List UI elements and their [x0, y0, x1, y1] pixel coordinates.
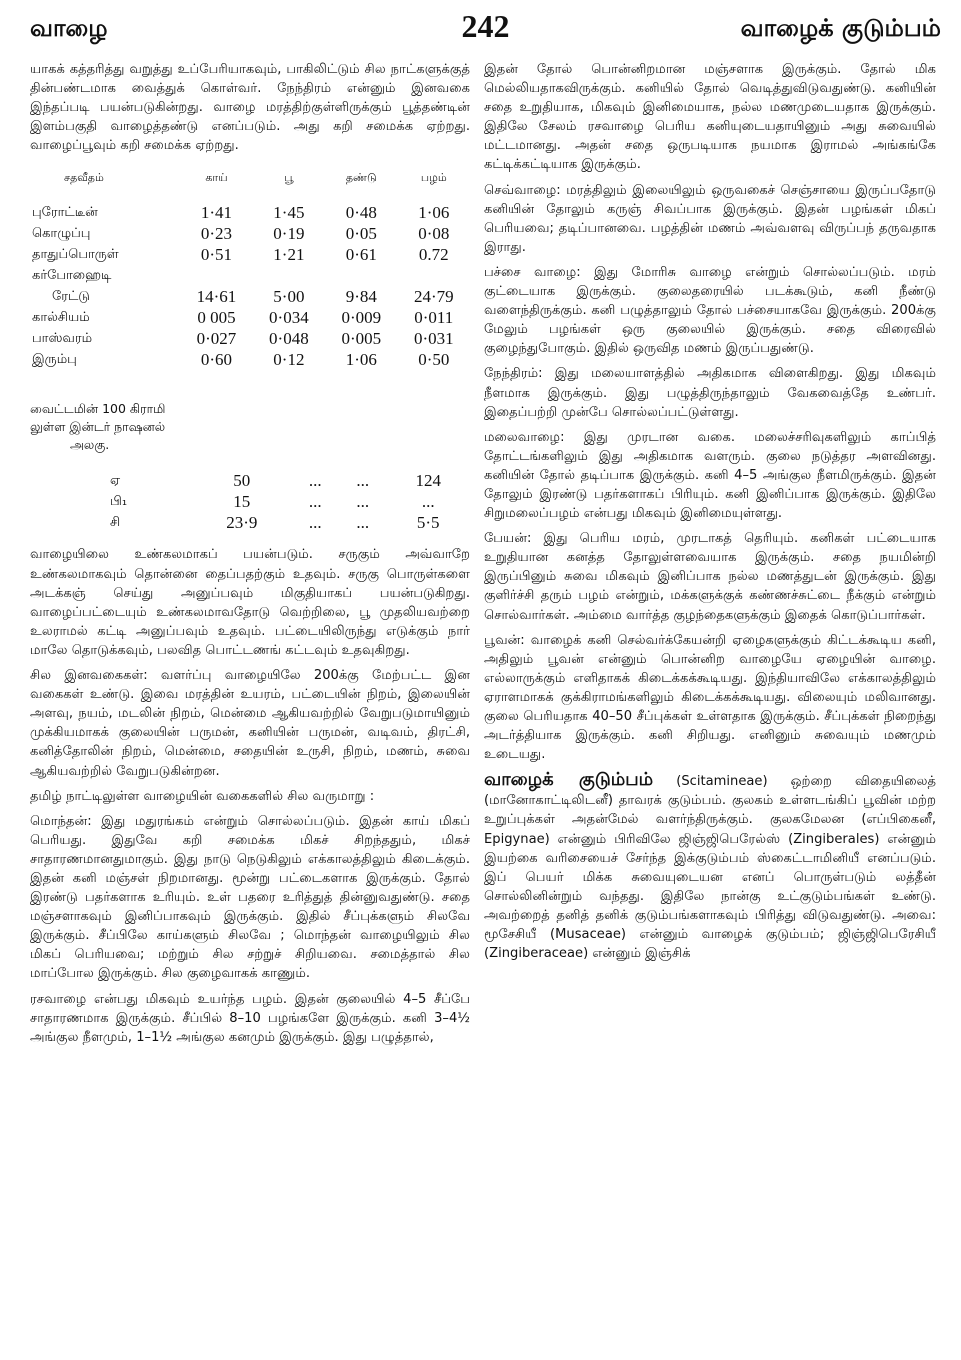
intro-paragraph: யாகக் கத்தரித்து வறுத்து உப்பேரியாகவும், பாகிலிட்டும் சில நாட்களுக்குத் தின்பண்டமாக வைத்துக் கொள்வர். நேந்திரம் என்னும் இனவகை இந்தப்படி பயன்படுகின்றது. வாழை மரத்திற்குள்ளிருக்கும் பூத்தண்டின் இளம்பகுதி வாழைத்தண்டு எனப்படும். அது கறி சமைக்க ஏற்றது. வாழைப்பூவும் கறி சமைக்க ஏற்றது. — [30, 62, 470, 154]
table-cell: 1·06 — [418, 203, 450, 223]
table-cell: 0·05 — [345, 224, 377, 244]
vitamin-note — [30, 400, 470, 454]
row-label: பாஸ்வரம் — [32, 331, 93, 347]
col-header-percent: சதவீதம் — [64, 171, 104, 185]
table-cell: 1·45 — [273, 203, 305, 223]
table-cell: 24·79 — [413, 287, 454, 307]
vitamin-note-line: வைட்டமின் 100 கிராமி — [30, 401, 166, 417]
table-cell — [325, 265, 397, 286]
left-column — [30, 60, 470, 1350]
monthan-paragraph: மொந்தன்: இது மதுரங்கம் என்றும் சொல்லப்படும். இதன் காய் மிகப் பெரியது. இதுவே கறி சமைக்க மிகச் சிறந்ததும், மிகச் சாதாரணமானதுமாகும். இது நாடு நெடுகிலும் எக்காலத்திலும் கிடைக்கும். இதன் கனி மஞ்சள் நிறமானது. மூன்று பட்டைகளாக இருக்கும். தோல் இரண்டு பதர்களாக உரியும். உள் பதரை உரித்துத் தின்னுவதுண்டு. சதை மஞ்சளாகவும் இனிப்பாகவும் இருக்கும். இதில் சீப்புக்களும் சிலவே இருக்கும். சீப்பிலே காய்களும் சிலவே ; மொந்தன் வாழையிலும் சில மிகப் பெரியவை; மற்றும் சில சற்றுச் சிறியவை. சமைத்தால் சில மாப்போல இருக்கும். சில குழைவாகக் காணும். — [30, 813, 470, 982]
sevvazhai-paragraph: செவ்வாழை: மரத்திலும் இலையிலும் ஒருவகைச் செஞ்சாயை இருப்பதோடு கனியின் தோலும் கருஞ் சிவப்பாக இருக்கும். இதன் பழங்கள் மிகப் பெரியவை; தடிப்பானவை. பழத்தின் மணம் அவ்வளவு விருப்பந் தருவதாக இராது. — [484, 182, 936, 255]
vitamin-block — [30, 400, 470, 533]
table-cell: 0·048 — [269, 329, 309, 349]
row-label: புரோட்டீன் — [32, 205, 98, 221]
table-row — [30, 349, 470, 370]
vitamin-table — [30, 470, 470, 533]
col-header-poo: பூ — [284, 171, 294, 185]
vitamin-note-unit: அலகு. — [70, 437, 110, 453]
nendiram-paragraph: நேந்திரம்: இது மலையாளத்தில் அதிகமாக விளைகிறது. இது மிகவும் நீளமாக இருக்கும். இது பழுத்திருந்தாலும் வேகவைத்தே உண்பர். இதைப்பற்றி முன்பே சொல்லப்பட்டுள்ளது. — [484, 366, 936, 420]
table-cell: 15 — [233, 492, 251, 512]
table-cell: 0·011 — [414, 308, 454, 328]
table-cell: 0·48 — [345, 203, 377, 223]
table-cell: 5·5 — [416, 513, 440, 533]
peyan-paragraph: பேயன்: இது பெரிய மரம், முரடாகத் தெரியும். கனிகள் பட்டையாக உறுதியான கனத்த தோலுள்ளவையாக இருக்கும். சதை நயமின்றி இருப்பினும் சுவை மிகவும் இனிப்பாக நல்ல மணத்துடன் இருக்கும். இது குளிர்ச்சி தரும் பழம் என்றும், மக்களுக்குக் கண்ணச்சுட்டை நீக்கும் என்றும் சொல்வார்கள். அம்மை வார்த்த குழந்தைகளுக்கும் இதைக் கொடுப்பார்கள். — [484, 531, 936, 623]
table-cell: 0·08 — [418, 224, 450, 244]
right-column — [484, 60, 936, 1350]
table-cell: ... — [308, 471, 322, 491]
poovan-paragraph: பூவன்: வாழைக் கனி செல்வர்க்கேயன்றி ஏழைகளுக்கும் கிட்டக்கூடிய கனி, அதிலும் பூவன் என்னும் பொன்னிற வாழையே ஏழையின் வாழை. எல்லாருக்கும் எளிதாகக் கிடைக்கக்கூடியது. இந்தியாவிலே எக்காலத்திலும் ஏராளமாகக் குக்கிராமங்களிலும் கிடைக்கக்கூடியது. விலையும் மலிவானது. குலை பெரியதாக 40–50 சீப்புக்கள் உள்ளதாக இருக்கும். சீப்புக்கள் நிறைந்து அடர்த்தியாக இருக்கும். கனி சிறியது. எனினும் சுவையும் மணமும் உடையது. — [484, 632, 936, 763]
row-label: ஏ — [110, 473, 121, 489]
table-row — [30, 223, 470, 244]
table-cell: 0·12 — [273, 350, 305, 370]
table-cell: 0·51 — [200, 245, 233, 265]
row-label: சி — [110, 515, 121, 531]
table-cell: 0·50 — [418, 350, 450, 370]
table-cell: 1·21 — [273, 245, 305, 265]
nutrition-table — [30, 167, 470, 370]
table-cell: 0·009 — [341, 308, 382, 328]
running-head-left: வாழை — [30, 14, 108, 42]
row-label: தாதுப்பொருள் — [32, 247, 119, 263]
vitamin-note-line: லுள்ள இன்டர் நாஷனல் — [30, 419, 166, 435]
row-label: கொழுப்பு — [32, 226, 91, 242]
table-cell: 50 — [233, 471, 251, 491]
table-row — [30, 491, 470, 512]
nutrition-header-row — [30, 167, 470, 202]
leaf-paragraph: வாழையிலை உண்கலமாகப் பயன்படும். சருகும் அவ்வாறே உண்கலமாகவும் தொன்னை தைப்பதற்கும் உதவும். சருகு பொருள்களை அடக்கஞ் செய்து அனுப்பவும் மிகுதியாகப் பயன்படுகிறது. வாழைப்பட்டையும் உண்கலமாவதோடு வெற்றிலை, பூ முதலியவற்றை உலராமல் கட்டி அனுப்பவும் உதவும். பட்டையிலிருந்து எடுக்கும் நார் மாலே தொடுக்கவும், பலவித பொட்டணங் கட்டவும் உதவுகிறது. — [30, 547, 470, 658]
varieties-paragraph: சில இனவகைகள்: வளர்ப்பு வாழையிலே 200க்கு மேற்பட்ட இன வகைகள் உண்டு. இவை மரத்தின் உயரம், பட்டையின் நிறம், இலையின் அளவு, நயம், மடலின் நிறம், மென்மை ஆகியவற்றில் வேறுபடுமாயினும் முக்கியமாகக் குலையின் பருமன், கனியின் பருமன், வடிவம், திரட்சி, கனித்தோலின் நிறம், மென்மை, சதையின் உருசி, நிறம், மணம், சுவை ஆகியவற்றில் வேறுபடுகின்றன. — [30, 668, 470, 779]
table-cell: ... — [421, 492, 435, 512]
table-cell: 5·00 — [273, 287, 305, 307]
table-cell: 9·84 — [345, 287, 377, 307]
family-text: (Scitamineae) ஒற்றை விதையிலைத் (மானோகாட்டிலிடனீ) தாவரக் குடும்பம். குலகம் உள்ளடங்கிப் பூவின் மற்ற உறுப்புக்கள் அதன்மேல் வளர்ந்திருக்கும். குலகமேலன (எப்பிகைனீ, Epigynae) என்னும் பிரிவிலே ஜிஞ்ஜிபெரேல்ஸ் (Zingiberales) என்னும் இயற்கை வரிசையைச் சேர்ந்த இக்குடும்பம் ஸ்கைட்டாமினியீ எனப்படும். இப் பெயர் மிக்க சுவையுடையன எனப் பொருள்படும் லத்தீன் சொல்லினின்றும் வந்தது. இதிலே நான்கு உட்குடும்பங்கள் உண்டு. அவற்றைத் தனித் தனிக் குடும்பங்களாகவும் பிரித்து விடுவதுண்டு. அவை: மூசேசியீ (Musaceae) என்னும் வாழைக் குடும்பம்; ஜிஞ்ஜிபெரேசியீ (Zingiberaceae) என்னும் இஞ்சிக் — [484, 774, 936, 962]
table-cell: 0·19 — [273, 224, 305, 244]
table-cell: ... — [356, 513, 370, 533]
rasavazhai-continued-paragraph: இதன் தோல் பொன்னிறமான மஞ்சளாக இருக்கும். தோல் மிக மெல்லியதாகவிருக்கும். கனியில் தோல் வெடித்துவிடுவதுண்டு. கனியின் சதை உறுதியாக, மிகவும் இனிமையாக, நல்ல மணமுடையதாக இருக்கும். இதிலே சேலம் ரசவாழை பெரிய கனியுடையதாயினும் அது சுவையில் மட்டமானது. அதன் சதை ஒருபடியாக நயமாக இராமல் அங்கங்கே கட்டிக்கட்டியாக இருக்கும். — [484, 62, 936, 173]
row-label: பி₁ — [110, 494, 128, 510]
table-cell: 0·031 — [413, 329, 454, 349]
table-cell: 124 — [415, 471, 441, 491]
table-row — [30, 286, 470, 307]
col-header-kai: காய் — [205, 171, 228, 185]
row-label: இரும்பு — [32, 352, 77, 368]
table-cell: ... — [356, 492, 370, 512]
table-row — [30, 328, 470, 349]
family-paragraph — [484, 770, 936, 963]
tamil-varieties-paragraph: தமிழ் நாட்டிலுள்ள வாழையின் வகைகளில் சில வருமாறு : — [30, 788, 375, 804]
row-label: கால்சியம் — [32, 310, 90, 326]
row-label: ரேட்டு — [52, 289, 90, 305]
row-label: கர்போஹைடி — [32, 268, 112, 284]
table-row — [30, 512, 470, 533]
table-row — [30, 202, 470, 223]
running-head-right: வாழைக் குடும்பம் — [740, 14, 941, 42]
table-cell: 1·06 — [345, 350, 377, 370]
table-cell — [398, 265, 470, 286]
table-row — [30, 470, 470, 491]
table-cell — [180, 265, 252, 286]
page-number: 242 — [461, 8, 510, 44]
pachai-vazhai-paragraph: பச்சை வாழை: இது மோரிசு வாழை என்றும் சொல்லப்படும். மரம் குட்டையாக இருக்கும். குலைதரையில் படக்கூடும், கனி நீண்டு வளைந்திருக்கும். கனி பழுத்தாலும் தோல் பச்சையாகவே இருக்கும். 200க்கு மேலும் பழங்கள் ஒரு குலையில் இருக்கும். சதை விரைவில் குழைந்துபோகும். இதில் ஒருவித மணம் இருப்பதுண்டு. — [484, 264, 936, 357]
family-heading: வாழைக் குடும்பம் — [484, 769, 654, 791]
table-row — [30, 244, 470, 265]
table-row — [30, 265, 470, 286]
table-cell: 0 005 — [197, 308, 236, 328]
table-cell: ... — [308, 513, 322, 533]
col-header-pazham: பழம் — [420, 171, 447, 185]
table-cell: 23·9 — [226, 513, 258, 533]
table-cell: 0.72 — [418, 245, 449, 265]
rasavazhai-paragraph: ரசவாழை என்பது மிகவும் உயர்ந்த பழம். இதன் குலையில் 4–5 சீப்பே சாதாரணமாக இருக்கும். சீப்பில் 8–10 பழங்களே இருக்கும். கனி 3–4½ அங்குல நீளமும், 1–1½ அங்குல கனமும் இருக்கும். இது பழுத்தால், — [30, 991, 470, 1045]
table-cell: 0·027 — [196, 329, 237, 349]
table-cell — [253, 265, 325, 286]
table-cell: 0·005 — [341, 329, 382, 349]
table-cell: 14·61 — [196, 287, 237, 307]
table-row — [30, 307, 470, 328]
col-header-thandu: தண்டு — [345, 171, 377, 185]
malaivazhai-paragraph: மலைவாழை: இது முரடான வகை. மலைச்சரிவுகளிலும் காப்பித் தோட்டங்களிலும் இது அதிகமாக வளரும். குலை நடுத்தர அளவினது. கனியின் தோல் தடிப்பாக இருக்கும். கனி 4–5 அங்குல நீளமிருக்கும். இதன் தோலும் இரண்டு பதர்களாகப் பிரியும். கனி இனிப்பாக இருக்கும். இதிலே சிறுமலைப்பழம் என்பது மிகவும் இனிமையுள்ளது. — [484, 429, 936, 522]
table-cell: 1·41 — [200, 203, 233, 223]
table-cell: 0·23 — [200, 224, 233, 244]
table-cell: 0·61 — [345, 245, 377, 265]
table-cell: ... — [356, 471, 370, 491]
page-header — [30, 8, 941, 48]
table-cell: 0·034 — [269, 308, 309, 328]
table-cell: 0·60 — [200, 350, 233, 370]
table-cell: ... — [308, 492, 322, 512]
